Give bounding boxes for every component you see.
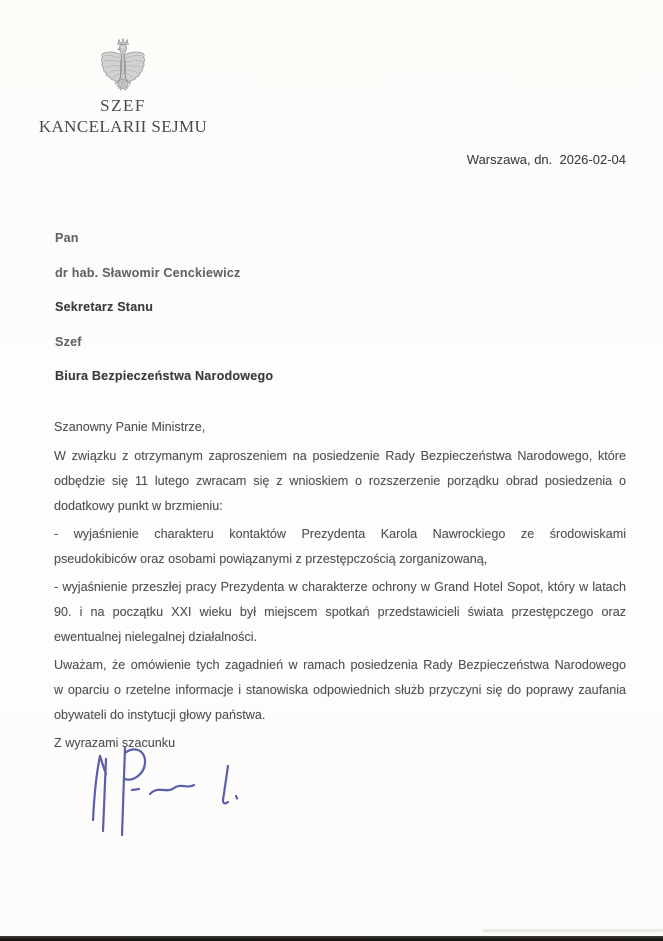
recipient-line-institution: Biura Bezpieczeństwa Narodowego xyxy=(55,369,274,383)
recipient-block xyxy=(55,221,475,394)
polish-eagle-emblem-icon xyxy=(100,38,146,91)
text-line: pseudokibiców oraz osobami powiązanymi z przestępczością zorganizowaną, xyxy=(54,552,488,566)
text-line: odbędzie się 11 lutego zwracam się z wnioskiem o rozszerzenie porządku obrad posiedzenia o xyxy=(54,474,626,488)
recipient-line-name: dr hab. Sławomir Cenckiewicz xyxy=(55,265,241,280)
text-line: w oparciu o rzetelne informacje i stanowiska odpowiednich służb przyczyni się do poprawy zaufania xyxy=(54,683,626,697)
scan-artifact-line xyxy=(483,929,663,932)
paragraph-request xyxy=(54,444,626,519)
recipient-line-title: Sekretarz Stanu xyxy=(55,300,154,314)
paragraph-conclusion xyxy=(54,653,626,728)
letterhead xyxy=(28,38,218,137)
letter-body xyxy=(54,415,626,756)
salutation: Szanowny Panie Ministrze, xyxy=(54,420,206,434)
paragraph-bullet-2 xyxy=(54,575,626,650)
text-line: ewentualnej nielegalnej działalności. xyxy=(54,630,258,644)
text-line: - wyjaśnienie przeszłej pracy Prezydenta w charakterze ochrony w Grand Hotel Sopot, który w latach xyxy=(54,580,626,594)
recipient-line-salutation: Pan xyxy=(55,231,79,245)
text-line: dodatkowy punkt w brzmieniu: xyxy=(54,499,223,513)
paragraph-bullet-1 xyxy=(54,522,626,572)
letterhead-title-line1: SZEF xyxy=(100,96,146,115)
text-line: Uważam, że omówienie tych zagadnień w ramach posiedzenia Rady Bezpieczeństwa Narodowego xyxy=(54,658,626,672)
closing-phrase: Z wyrazami szacunku xyxy=(54,736,176,750)
letterhead-title-line2: KANCELARII SEJMU xyxy=(38,117,208,136)
text-line: - wyjaśnienie charakteru kontaktów Prezydenta Karola Nawrockiego ze środowiskami xyxy=(54,527,626,541)
text-line: obywateli do instytucji głowy państwa. xyxy=(54,708,266,722)
dateline: Warszawa, dn. 2026-02-04 xyxy=(466,152,626,167)
text-line: W związku z otrzymanym zaproszeniem na posiedzenie Rady Bezpieczeństwa Narodowego, które xyxy=(54,449,626,463)
recipient-line-role: Szef xyxy=(55,334,82,349)
scan-edge-band xyxy=(0,936,663,941)
handwritten-signature xyxy=(80,745,250,845)
text-line: 90. i na początku XXI wieku był miejscem spotkań przedstawicieli świata przestępczego oraz xyxy=(54,605,626,619)
